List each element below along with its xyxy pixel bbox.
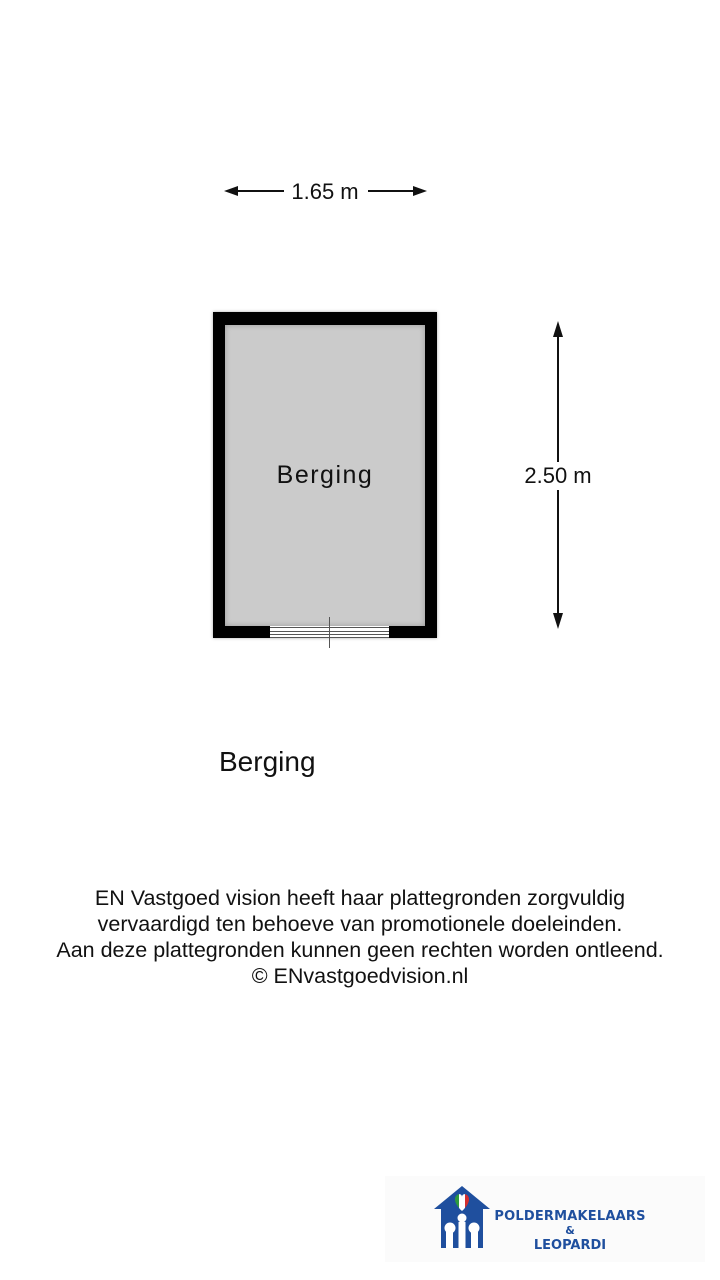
disclaimer-line-2: vervaardigd ten behoeve van promotionele doeleinden.	[97, 912, 623, 936]
door-center-mark	[329, 617, 330, 648]
disclaimer	[0, 885, 720, 989]
logo-wordmark	[490, 1208, 650, 1254]
disclaimer-line-3: Aan deze plattegronden kunnen geen rechten worden ontleend.	[56, 938, 664, 962]
width-dimension-label: 1.65 m	[291, 179, 359, 204]
house-logo-icon	[433, 1185, 491, 1249]
room-label: Berging	[276, 461, 374, 489]
depth-dimension-label: 2.50 m	[515, 462, 601, 490]
logo-line-ampersand: &	[565, 1224, 575, 1237]
disclaimer-line-1: EN Vastgoed vision heeft haar plattegronden zorgvuldig	[94, 886, 626, 910]
floor-caption: Berging	[219, 746, 316, 777]
disclaimer-copyright: © ENvastgoedvision.nl	[251, 964, 469, 988]
logo-line-poldermakelaars: POLDERMAKELAARS	[494, 1209, 646, 1224]
logo-line-leopardi: LEOPARDI	[533, 1238, 607, 1253]
